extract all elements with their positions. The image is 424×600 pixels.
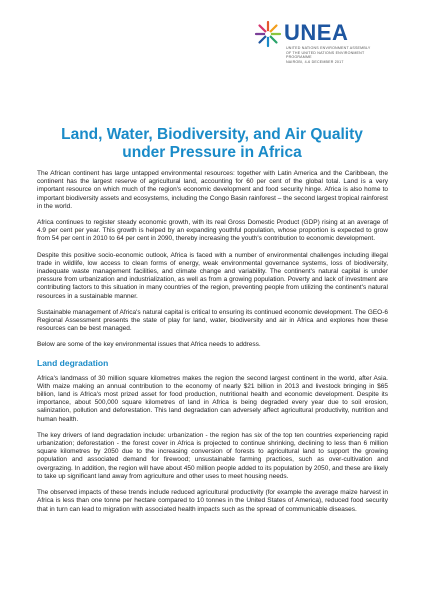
intro-paragraph: Despite this positive socio-economic outlook, Africa is faced with a number of environmental challenges including illegal trade in wildlife, low access to clean forms of energy, weak environmental governance systems, loss of biodiversity, inadequate waste management facilities, and climate change and variability. The continent's natural capital is under pressure from urbanization and industrialization, as well as from a growing population. Poverty and lack of investment are contributing factors to this situation in many countries of the region, preventing people from utilizing the continent's natural resources in a sustainable manner. — [37, 251, 388, 300]
section-paragraph: Africa's landmass of 30 million square kilometres makes the region the second largest continent in the world, after Asia. With maize making an annual contribution to the economy of nearly $21 billion in 2013 and livestock bringing in $65 billion, land is Africa's most prized asset for food production, nutritional health and economic development. Despite its importance, about 500,000 square kilometres of land in Africa is being degraded every year due to soil erosion, salinization, pollution and deforestation. This land degradation can adversely affect agricultural productivity, nutrition and human health. — [37, 374, 388, 423]
unea-logo — [254, 18, 394, 84]
document-body — [37, 170, 388, 522]
intro-paragraph: Africa continues to register steady economic growth, with its real Gross Domestic Product (GDP) rising at an average of 4.9 per cent per year. This growth is helped by an expanding youthful population, whose proportion is expected to grow from 54 per cent in 2010 to 64 per cent in 2090, thereby increasing the youth's contribution to economic development. — [37, 219, 388, 243]
unea-emblem-icon — [254, 20, 282, 48]
logo-subtitle-line: UNITED NATIONS ENVIRONMENT ASSEMBLY — [286, 46, 371, 50]
intro-paragraph: Sustainable management of Africa's natural capital is critical to ensuring its continued economic development. The GEO-6 Regional Assessment presents the state of play for land, water, biodiversity and air in Africa and explores how these resources can be best managed. — [37, 308, 388, 333]
logo-subtitle — [286, 46, 390, 64]
intro-paragraph: Below are some of the key environmental issues that Africa needs to address. — [37, 341, 261, 349]
section-paragraph: The observed impacts of these trends include reduced agricultural productivity (for example the average maize harvest in Africa is less than one tonne per hectare compared to 10 tonnes in the United States of America), reduced food security that in turn can lead to migration with associated health impacts such as the spread of communicable diseases. — [37, 489, 388, 513]
document-title: Land, Water, Biodiversity, and Air Quality under Pressure in Africa — [61, 126, 363, 161]
intro-paragraph: The African continent has large untapped environmental resources: together with Latin America and the Caribbean, the continent has the largest reserve of agricultural land, accounting for 60 per cent of the global total. Land is a very important resource on which much of the region's economic development and food security hinge. Africa is also home to important biodiversity assets and ecosystems, including the Congo Basin rainforest – the second largest tropical rainforest in the world. — [37, 170, 388, 210]
section-heading: Land degradation — [37, 357, 109, 368]
section-paragraph: The key drivers of land degradation include: urbanization - the region has six of the top ten countries experiencing rapid urbanization; deforestation - the forest cover in Africa is projected to continue shrinking, declining to less than 6 million square kilometres by 2050 due to the increasing conversion of forests to agricultural land to support the growing population and associated demand for firewood; unsustainable farming practices, such as over-cultivation and overgrazing. In addition, the region will have about 450 million people added to its population by 2050, and these are likely to take up significant land away from agriculture and other uses to meet housing needs. — [37, 431, 388, 480]
logo-subtitle-line: OF THE UNITED NATIONS ENVIRONMENT PROGRAMME — [286, 50, 365, 60]
logo-subtitle-line: NAIROBI, 4-6 DECEMBER 2017 — [286, 59, 344, 64]
logo-wordmark: UNEA — [284, 20, 349, 45]
